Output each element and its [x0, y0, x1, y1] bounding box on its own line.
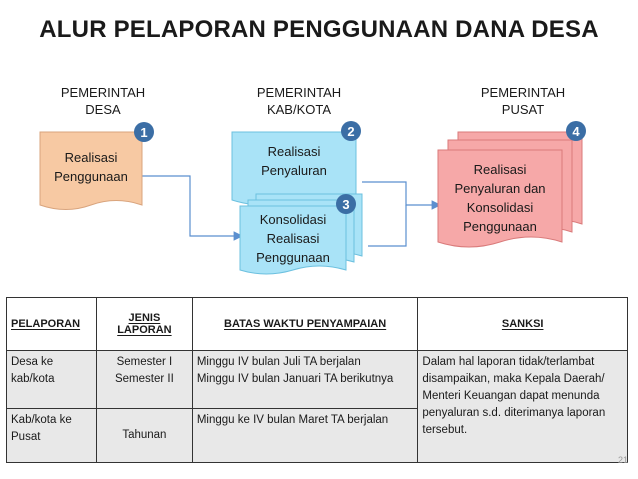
cell-jenis: Tahunan	[96, 409, 192, 463]
header-jenis-laporan: JENIS LAPORAN	[96, 298, 192, 351]
badge-3-label: 3	[342, 197, 350, 212]
tier-kabkota: PEMERINTAH KAB/KOTA	[256, 85, 342, 117]
cell-pelaporan: Desa ke kab/kota	[7, 351, 97, 409]
page-title: ALUR PELAPORAN PENGGUNAAN DANA DESA	[39, 16, 599, 43]
badge-1-label: 1	[140, 125, 148, 140]
node-3-label: Konsolidasi Realisasi Penggunaan	[256, 212, 330, 265]
cell-batas: Minggu IV bulan Juli TA berjalan Minggu IV bulan Januari TA berikutnya	[192, 351, 418, 409]
cell-jenis: Semester I Semester II	[96, 351, 192, 409]
badge-2-label: 2	[347, 124, 355, 139]
tier-desa: PEMERINTAH DESA	[60, 85, 146, 117]
header-pelaporan: PELAPORAN	[7, 298, 97, 351]
tier-pusat: PEMERINTAH PUSAT	[480, 85, 566, 117]
reporting-table	[6, 297, 628, 463]
arrow-desa-to-kab	[142, 176, 242, 236]
connector-konsolidasi	[368, 205, 406, 246]
table-row	[7, 351, 628, 409]
node-2-label: Realisasi Penyaluran	[261, 144, 327, 178]
table-header-row	[7, 298, 628, 351]
badge-4-label: 4	[572, 124, 580, 139]
cell-pelaporan: Kab/kota ke Pusat	[7, 409, 97, 463]
node-1-label: Realisasi Penggunaan	[54, 150, 128, 184]
arrow-kab-to-pusat	[362, 182, 440, 205]
node-4-label: Realisasi Penyaluran dan Konsolidasi Penggunaan	[454, 162, 546, 234]
header-batas-waktu: BATAS WAKTU PENYAMPAIAN	[192, 298, 418, 351]
cell-batas: Minggu ke IV bulan Maret TA berjalan	[192, 409, 418, 463]
page-number: 21	[617, 455, 628, 465]
cell-sanksi: Dalam hal laporan tidak/terlambat disampaikan, maka Kepala Daerah/ Menteri Keuangan dapat menunda penyaluran s.d. diterimanya laporan tersebut.	[418, 351, 628, 463]
header-sanksi: SANKSI	[418, 298, 628, 351]
